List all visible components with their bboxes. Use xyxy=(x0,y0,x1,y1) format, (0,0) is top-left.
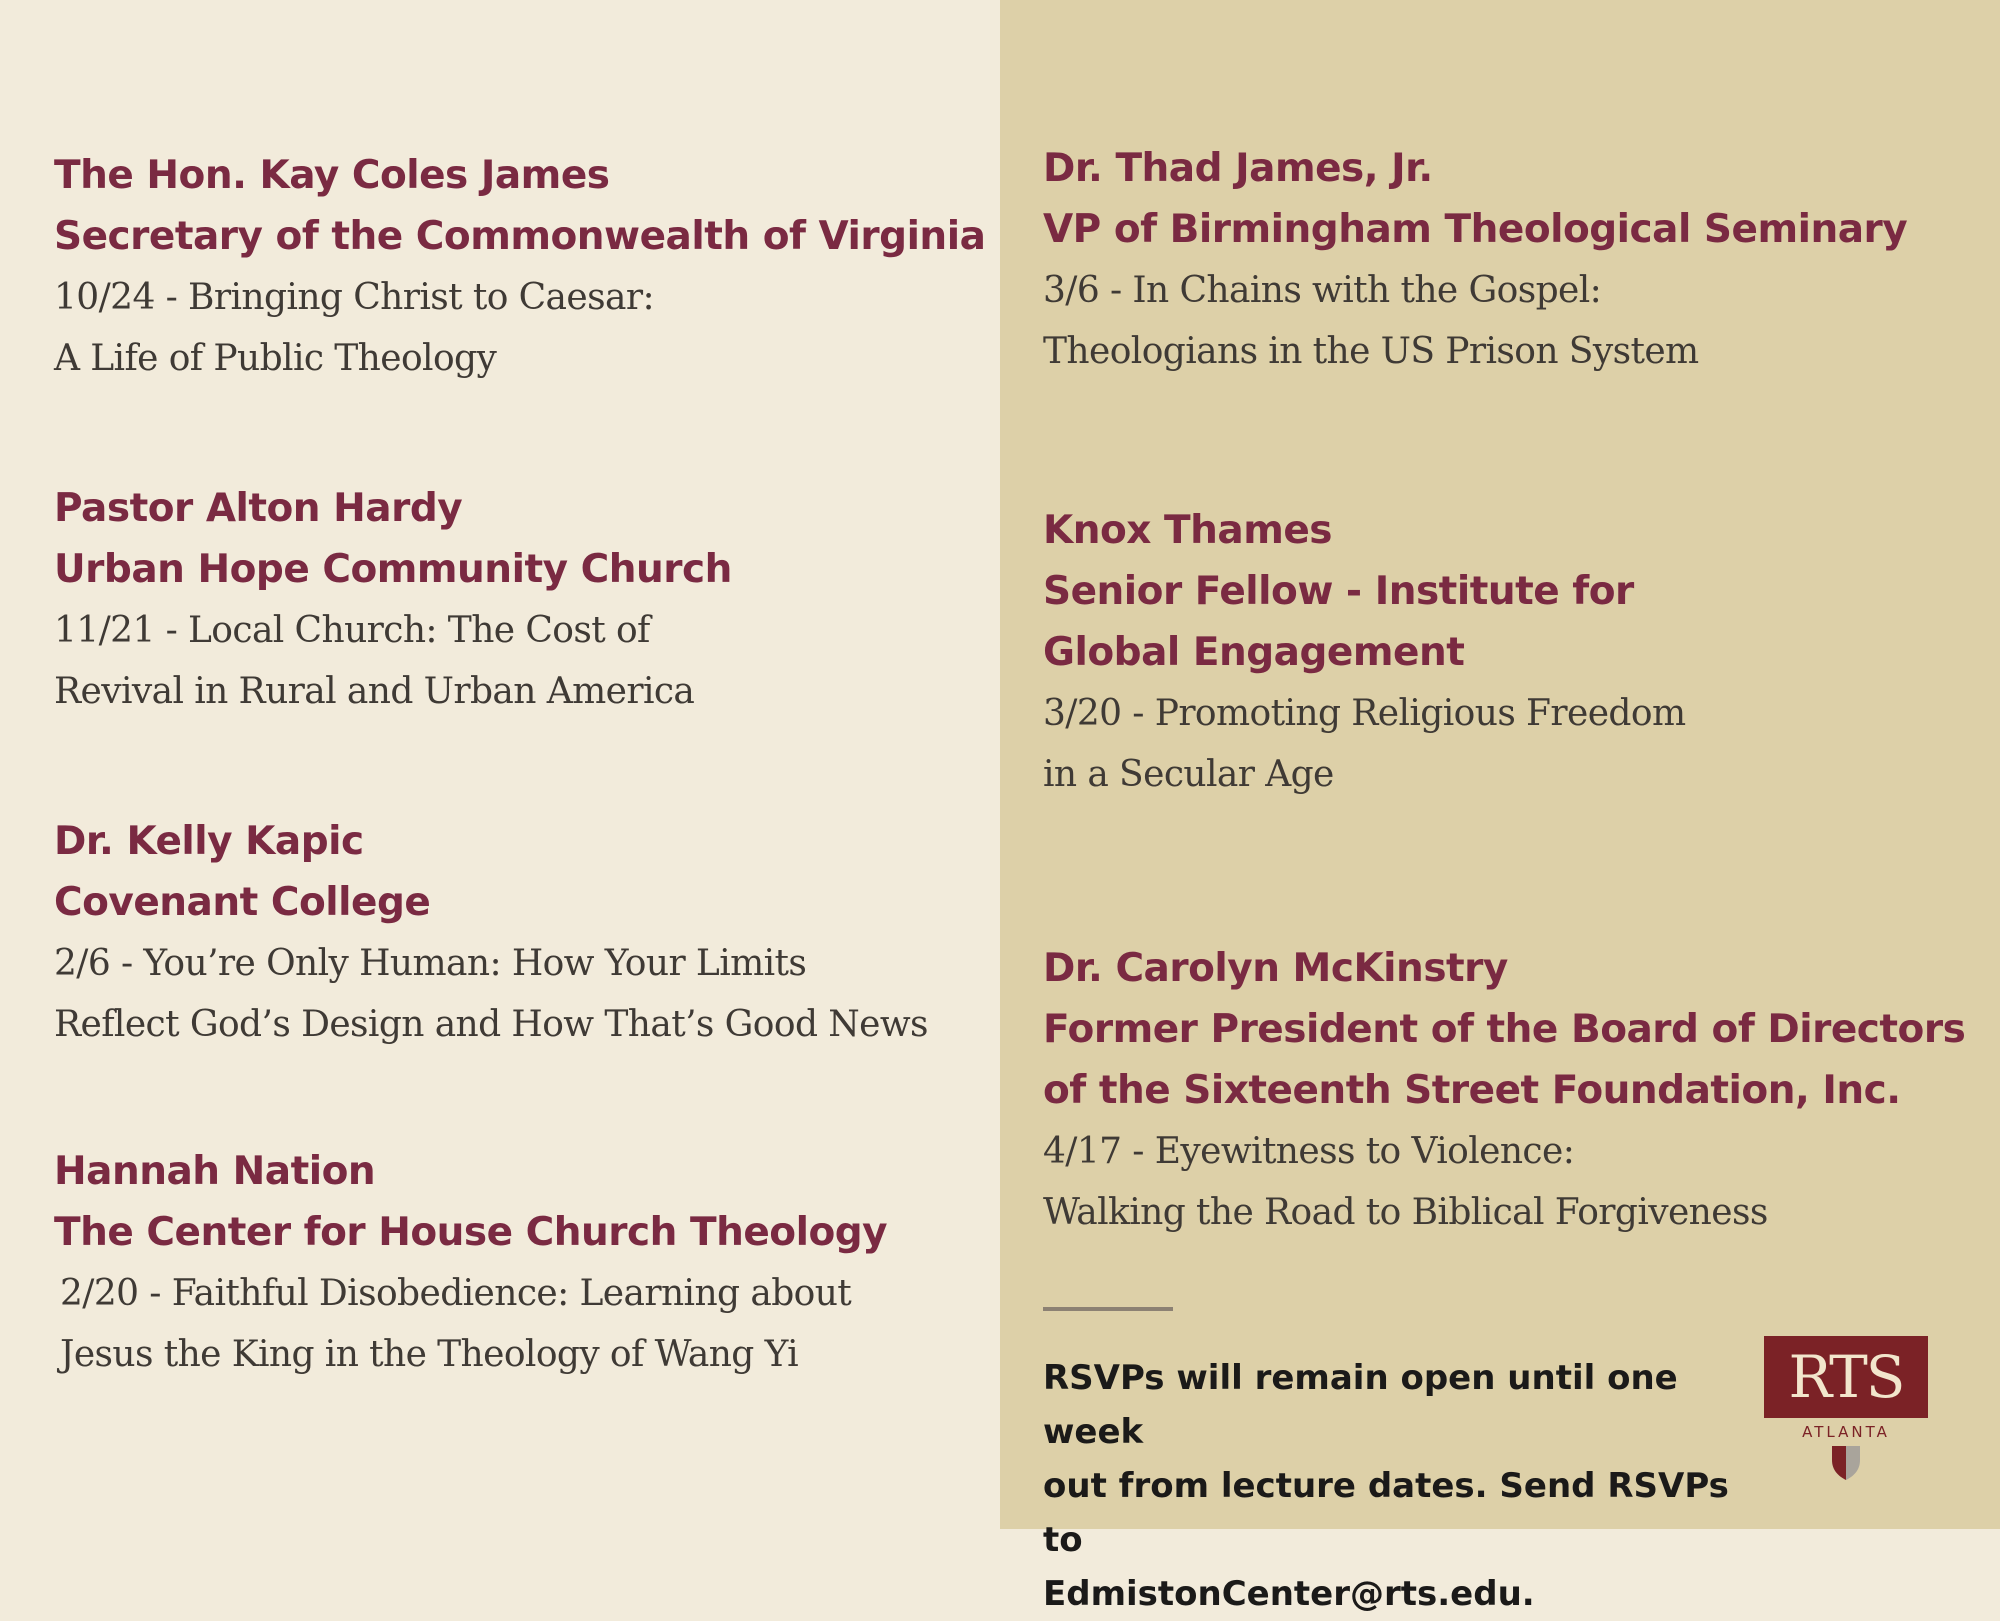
speaker-org: Former President of the Board of Directors xyxy=(1043,1007,1966,1052)
speaker-org: Urban Hope Community Church xyxy=(54,547,732,592)
talk-title: 2/20 - Faithful Disobedience: Learning about xyxy=(60,1273,852,1314)
speaker-org: Senior Fellow - Institute for xyxy=(1043,569,1634,614)
logo-box xyxy=(1764,1336,1928,1418)
talk-title: Jesus the King in the Theology of Wang Yi xyxy=(60,1334,799,1375)
speaker-org: of the Sixteenth Street Foundation, Inc. xyxy=(1043,1068,1901,1113)
speaker-entry-kelly-kapic xyxy=(54,811,928,1055)
rsvp-email: EdmistonCenter@rts.edu. xyxy=(1043,1574,1535,1614)
rsvp-line: RSVPs will remain open until one week xyxy=(1043,1358,1678,1452)
speaker-name: The Hon. Kay Coles James xyxy=(54,153,610,198)
talk-title: in a Secular Age xyxy=(1043,754,1334,795)
speaker-name: Dr. Kelly Kapic xyxy=(54,819,364,864)
speaker-name: Dr. Carolyn McKinstry xyxy=(1043,946,1508,991)
speaker-entry-hannah-nation xyxy=(54,1141,887,1385)
speaker-org: The Center for House Church Theology xyxy=(54,1210,888,1255)
speaker-name: Hannah Nation xyxy=(54,1149,376,1194)
talk-title: A Life of Public Theology xyxy=(54,338,497,379)
talk-title: Revival in Rural and Urban America xyxy=(54,671,695,712)
talk-title: 10/24 - Bringing Christ to Caesar: xyxy=(54,277,655,318)
speaker-org: Global Engagement xyxy=(1043,630,1465,675)
speaker-name: Knox Thames xyxy=(1043,508,1332,553)
talk-title: 11/21 - Local Church: The Cost of xyxy=(54,610,650,651)
speaker-entry-alton-hardy xyxy=(54,478,732,722)
speaker-entry-knox-thames xyxy=(1043,500,1686,805)
talk-title: 3/20 - Promoting Religious Freedom xyxy=(1043,693,1686,734)
logo-subtitle: ATLANTA xyxy=(1802,1423,1890,1441)
rsvp-notice xyxy=(1043,1351,1763,1621)
rts-atlanta-logo xyxy=(1764,1336,1928,1484)
talk-title: 2/6 - You’re Only Human: How Your Limits xyxy=(54,943,807,984)
rsvp-line: out from lecture dates. Send RSVPs to xyxy=(1043,1466,1729,1560)
speaker-entry-carolyn-mckinstry xyxy=(1043,938,1965,1243)
speaker-org: Covenant College xyxy=(54,880,431,925)
divider xyxy=(1043,1307,1173,1311)
speaker-name: Dr. Thad James, Jr. xyxy=(1043,146,1433,191)
talk-title: Theologians in the US Prison System xyxy=(1043,331,1699,372)
talk-title: 3/6 - In Chains with the Gospel: xyxy=(1043,270,1602,311)
logo-letters: RTS xyxy=(1788,1343,1904,1411)
talk-title: 4/17 - Eyewitness to Violence: xyxy=(1043,1131,1575,1172)
speaker-org: VP of Birmingham Theological Seminary xyxy=(1043,207,1908,252)
speaker-entry-kay-coles-james xyxy=(54,145,985,389)
talk-title: Reflect God’s Design and How That’s Good News xyxy=(54,1004,928,1045)
shield-icon xyxy=(1831,1445,1861,1481)
speaker-name: Pastor Alton Hardy xyxy=(54,486,463,531)
talk-title: Walking the Road to Biblical Forgiveness xyxy=(1043,1192,1768,1233)
speaker-entry-thad-james xyxy=(1043,138,1907,382)
speaker-org: Secretary of the Commonwealth of Virginia xyxy=(54,214,986,259)
